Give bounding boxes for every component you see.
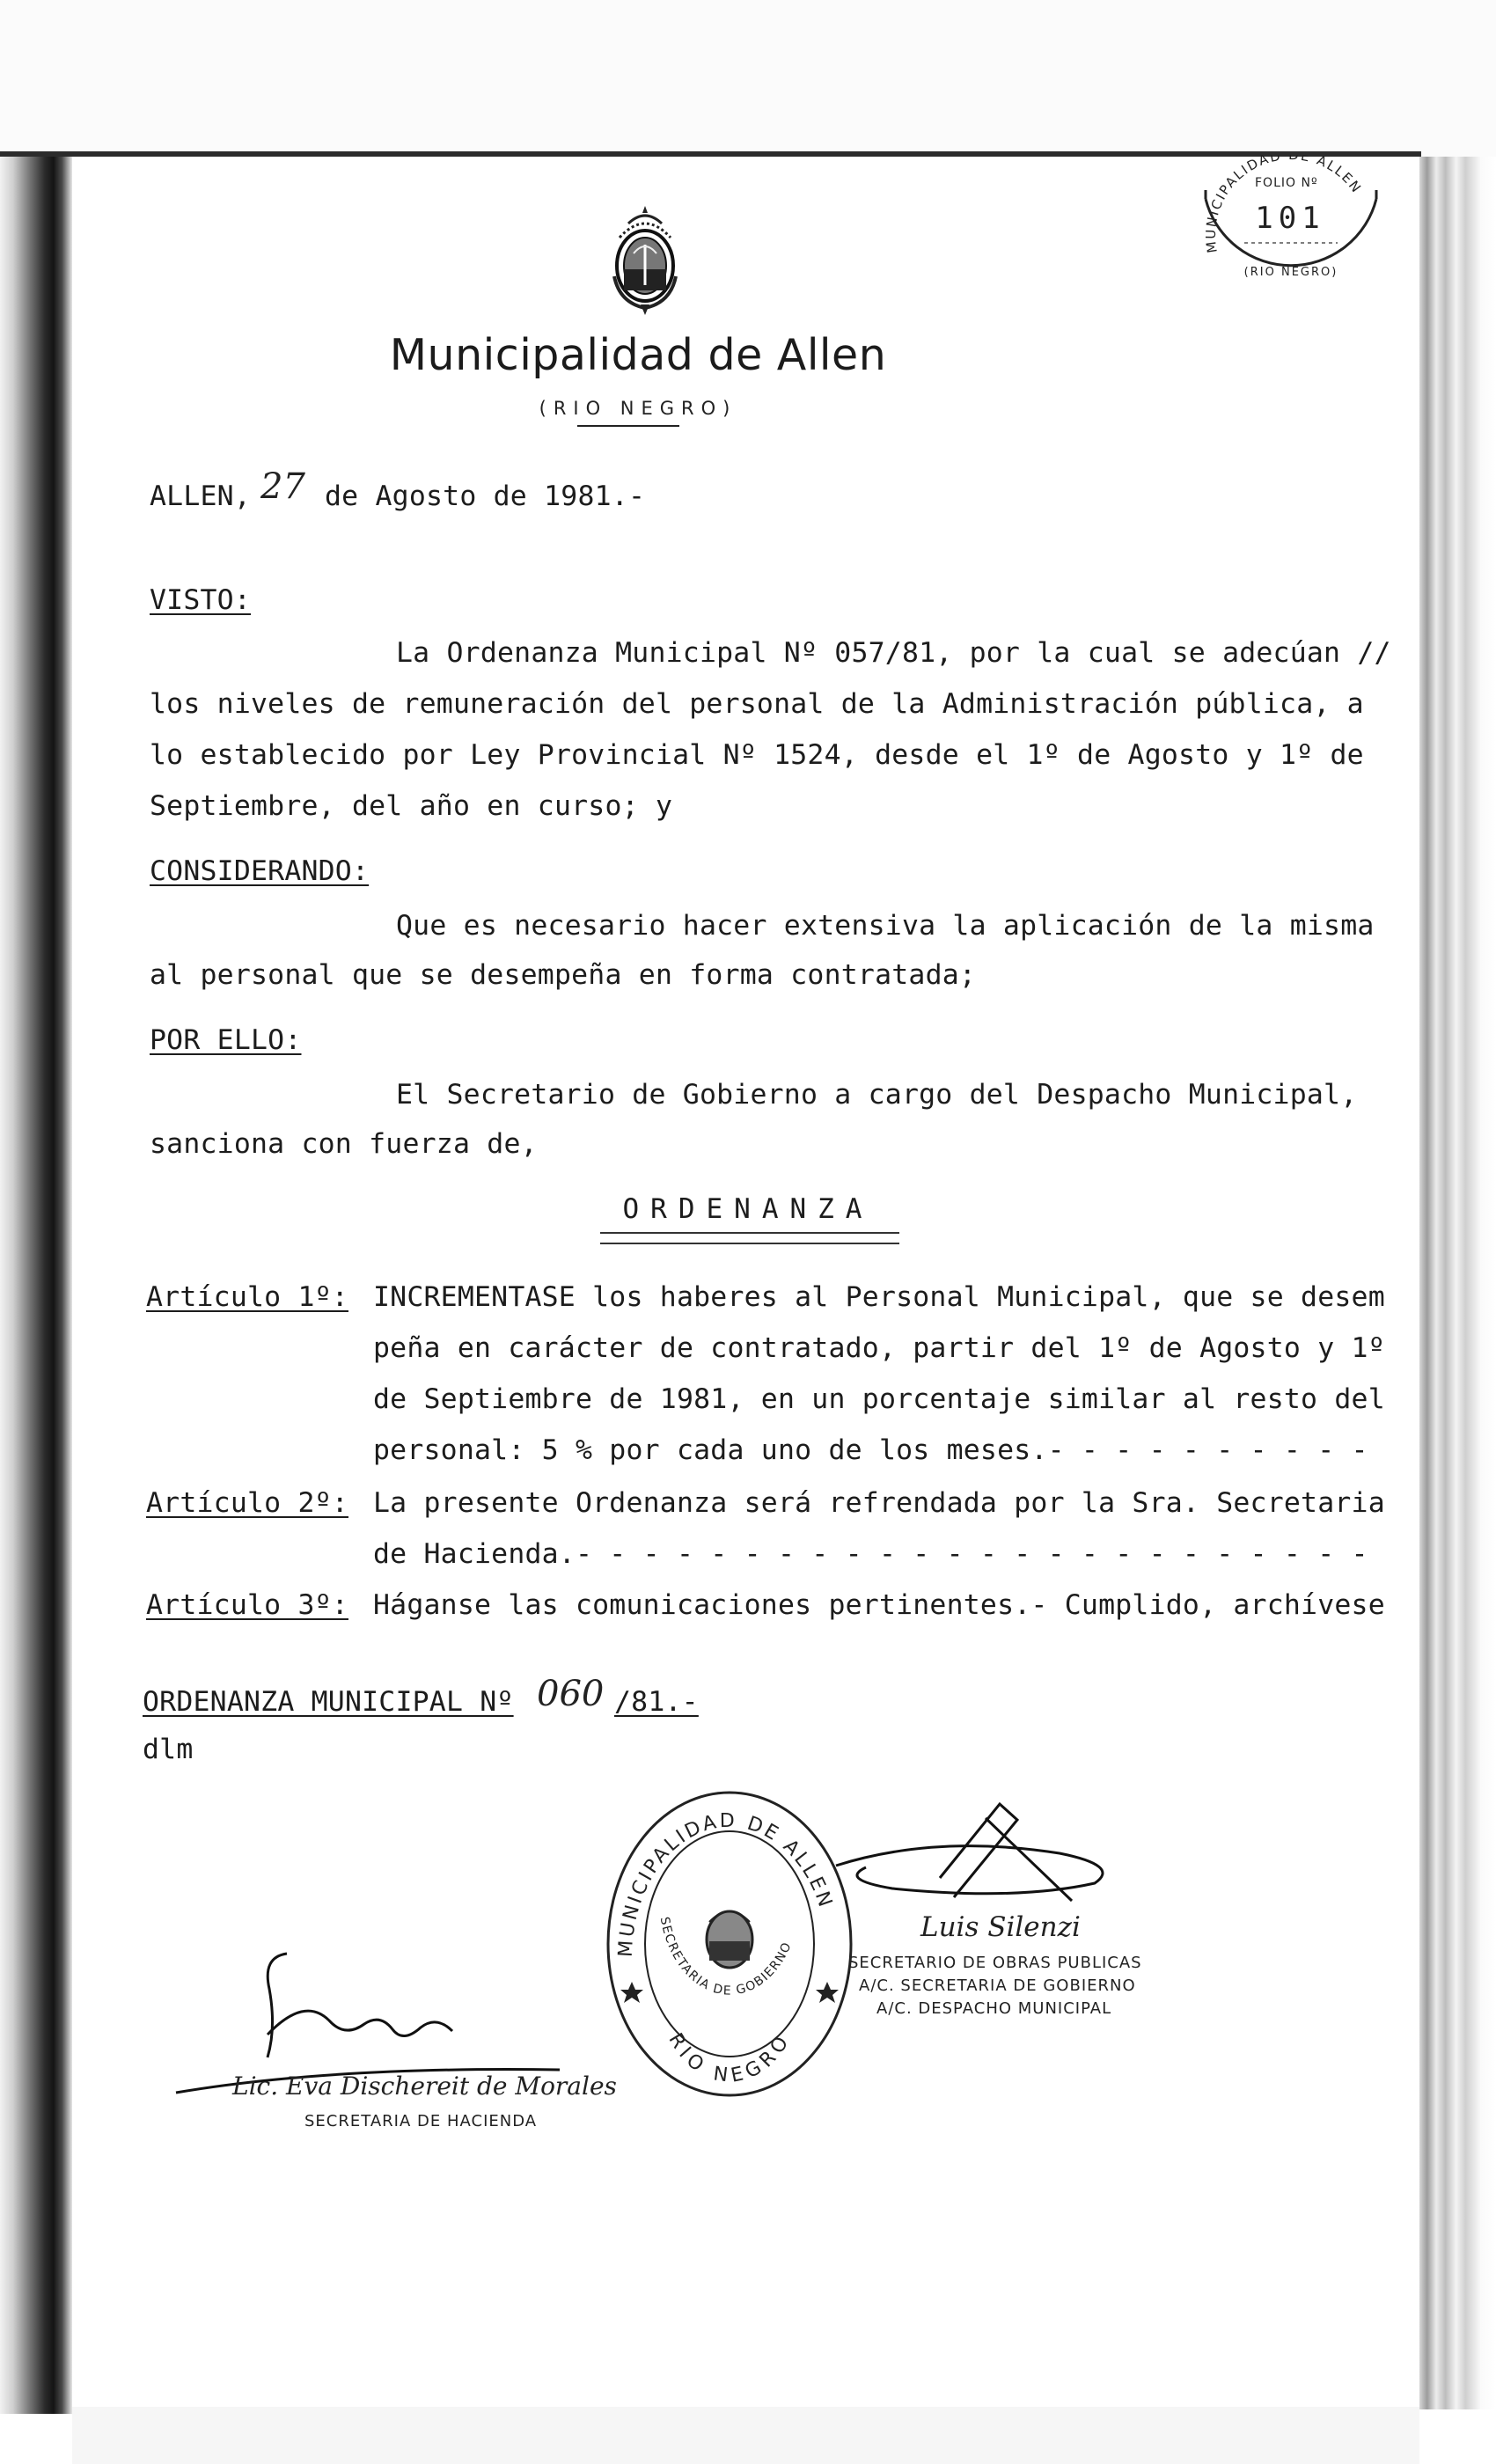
por-ello-line-2: sanciona con fuerza de, xyxy=(150,1128,538,1160)
folio-ring-text: MUNICIPALIDAD DE ALLEN xyxy=(1202,155,1366,254)
letterhead-subtitle: (RIO NEGRO) xyxy=(539,398,737,419)
visto-line-1: La Ordenanza Municipal Nº 057/81, por la cual se adecúan // xyxy=(396,637,1391,669)
seal-inner-text: SECRETARIA DE GOBIERNO xyxy=(656,1915,796,1998)
article-2-line-2: de Hacienda.- - - - - - - - - - - - - - - - - - - - - - - - xyxy=(373,1538,1368,1570)
letterhead-title: Municipalidad de Allen xyxy=(389,330,887,380)
page-bottom-margin xyxy=(72,2407,1419,2464)
signatory-left-name: Lic. Eva Dischereit de Morales xyxy=(232,2072,617,2101)
article-3-label: Artículo 3º: xyxy=(146,1589,348,1621)
article-2-line-1: La presente Ordenanza será refrendada por la Sra. Secretaria xyxy=(373,1487,1385,1519)
seal-outer-top-text: MUNICIPALIDAD DE ALLEN xyxy=(614,1809,837,1958)
por-ello-line-1: El Secretario de Gobierno a cargo del Despacho Municipal, xyxy=(396,1079,1358,1111)
scan-top-margin xyxy=(0,0,1496,157)
ordinance-number-suffix: /81.- xyxy=(614,1686,699,1718)
article-3-line-1: Háganse las comunicaciones pertinentes.- Cumplido, archívese xyxy=(373,1589,1385,1621)
coat-of-arms-emblem xyxy=(602,201,688,317)
article-1-line-3: de Septiembre de 1981, en un porcentaje similar al resto del xyxy=(373,1383,1385,1415)
signatory-right-name: Luis Silenzi xyxy=(920,1911,1081,1943)
por-ello-heading: POR ELLO: xyxy=(150,1024,302,1056)
date-city: ALLEN, xyxy=(150,480,251,512)
signatory-left-title: SECRETARIA DE HACIENDA xyxy=(304,2112,538,2130)
date-day-handwritten: 27 xyxy=(260,466,305,507)
folio-stamp xyxy=(1193,155,1389,312)
considerando-line-2: al personal que se desempeña en forma contratada; xyxy=(150,959,977,991)
official-seal xyxy=(605,1790,854,2098)
letterhead-subtitle-underline xyxy=(577,425,679,427)
signatory-right-title-3: A/C. DESPACHO MUNICIPAL xyxy=(876,1999,1112,2018)
svg-text:RIO NEGRO xyxy=(664,2028,796,2087)
article-1-line-4: personal: 5 % por cada uno de los meses.- - - - - - - - - - xyxy=(373,1434,1368,1466)
visto-heading: VISTO: xyxy=(150,584,251,616)
article-1-line-1: INCREMENTASE los haberes al Personal Municipal, que se desem xyxy=(373,1281,1385,1313)
folio-number: 101 xyxy=(1255,201,1325,236)
article-1-line-2: peña en carácter de contratado, partir del 1º de Agosto y 1º xyxy=(373,1332,1385,1364)
folio-bottom-text: (RIO NEGRO) xyxy=(1243,266,1338,279)
considerando-heading: CONSIDERANDO: xyxy=(150,855,370,887)
date-month-year: de Agosto de 1981.- xyxy=(325,480,646,512)
ordinance-number-handwritten: 060 xyxy=(537,1674,605,1714)
typist-initials: dlm xyxy=(143,1734,194,1765)
page-right-edge xyxy=(1419,157,1496,2409)
signatory-right-title-1: SECRETARIO DE OBRAS PUBLICAS xyxy=(848,1954,1142,1972)
folio-label: FOLIO Nº xyxy=(1255,176,1318,190)
page-left-binding-shadow xyxy=(0,157,72,2414)
ordenanza-double-underline xyxy=(600,1232,899,1244)
article-1-label: Artículo 1º: xyxy=(146,1281,348,1313)
visto-line-2: los niveles de remuneración del personal de la Administración pública, a xyxy=(150,688,1364,720)
ordinance-number-prefix: ORDENANZA MUNICIPAL Nº xyxy=(143,1686,514,1718)
ordenanza-heading: ORDENANZA xyxy=(622,1193,874,1225)
visto-line-4: Septiembre, del año en curso; y xyxy=(150,790,673,822)
visto-line-3: lo establecido por Ley Provincial Nº 1524, desde el 1º de Agosto y 1º de xyxy=(150,739,1364,771)
considerando-line-1: Que es necesario hacer extensiva la aplicación de la misma xyxy=(396,910,1375,942)
article-2-label: Artículo 2º: xyxy=(146,1487,348,1519)
seal-outer-bottom-text: RIO NEGRO xyxy=(664,2028,796,2088)
signatory-right-title-2: A/C. SECRETARIA DE GOBIERNO xyxy=(859,1976,1136,1995)
